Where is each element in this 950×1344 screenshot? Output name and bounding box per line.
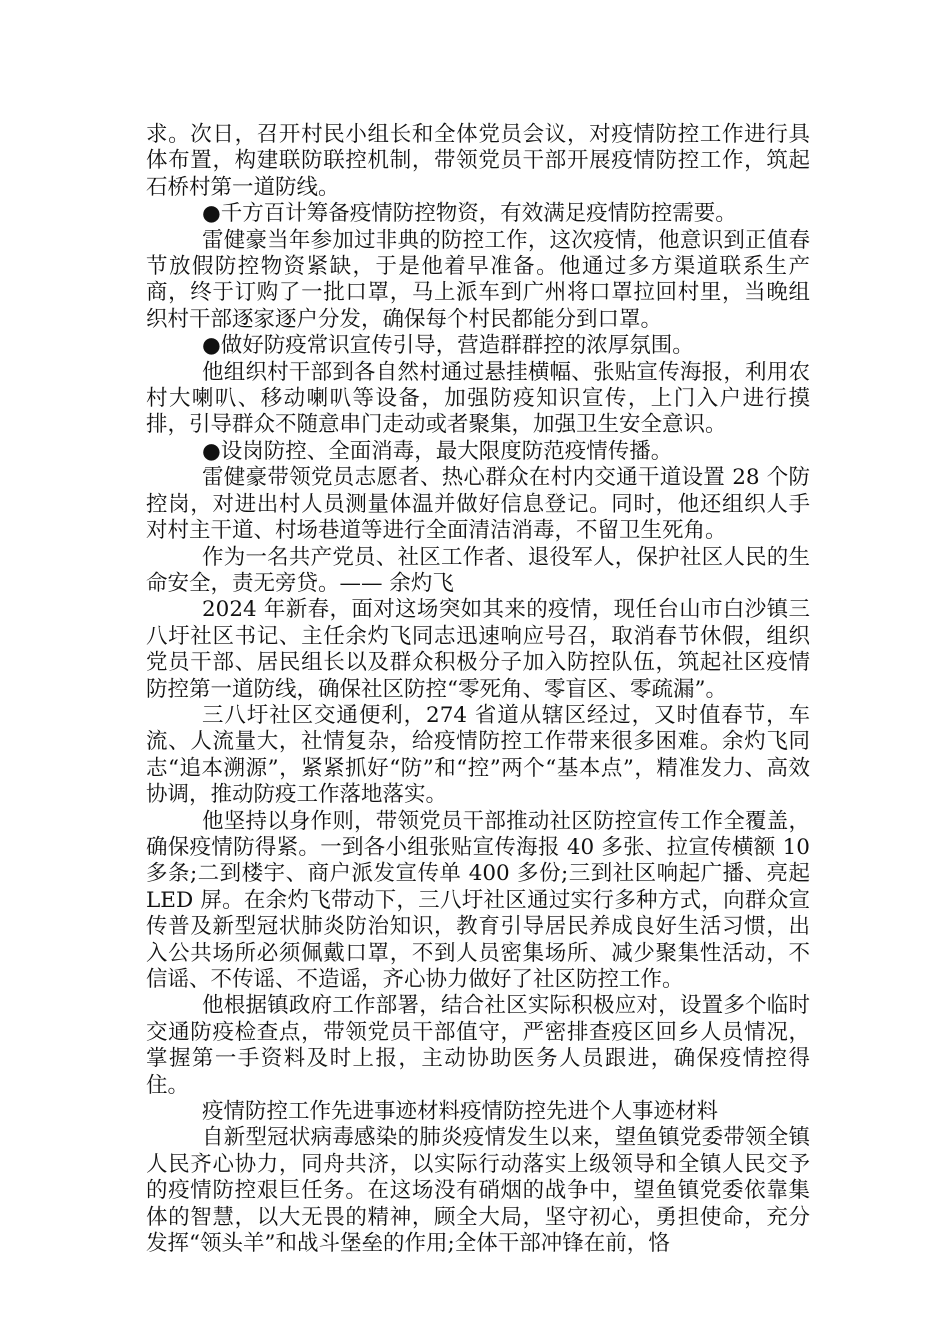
paragraph-body: 他组织村干部到各自然村通过悬挂横幅、张贴宣传海报，利用农村大喇叭、移动喇叭等设备，加强防疫知识宣传，上门入户进行摸排，引导群众不随意串门走动或者聚集，加强卫生安全意识。: [146, 359, 810, 438]
paragraph-continuation: 求。次日，召开村民小组长和全体党员会议，对疫情防控工作进行具体布置，构建联防联控机制，带领党员干部开展疫情防控工作，筑起石桥村第一道防线。: [146, 122, 810, 200]
paragraph-body: 三八圩社区交通便利，274 省道从辖区经过，又时值春节，车流、人流量大，社情复杂，给疫情防控工作带来很多困难。余灼飞同志“追本溯源”，紧紧抓好“防”和“控”两个“基本点”，精准发力、高效协调，推动防疫工作落地落实。: [146, 702, 810, 808]
paragraph-body: 2024 年新春，面对这场突如其来的疫情，现任台山市白沙镇三八圩社区书记、主任余灼飞同志迅速响应号召，取消春节休假，组织党员干部、居民组长以及群众积极分子加入防控队伍，筑起社区疫情防控第一道防线，确保社区防控“零死角、零盲区、零疏漏”。: [146, 597, 810, 702]
paragraph-quote: 作为一名共产党员、社区工作者、退役军人，保护社区人民的生命安全，责无旁贷。—— 余灼飞: [146, 544, 810, 596]
paragraph-body: 雷健豪当年参加过非典的防控工作，这次疫情，他意识到正值春节放假防控物资紧缺，于是他着早准备。他通过多方渠道联系生产商，终于订购了一批口罩，马上派车到广州将口罩拉回村里，当晚组织村干部逐家逐户分发，确保每个村民都能分到口罩。: [146, 227, 810, 332]
bullet-point-disinfection: ●设岗防控、全面消毒，最大限度防范疫情传播。: [202, 438, 673, 464]
bullet-point-publicity: ●做好防疫常识宣传引导，营造群群控的浓厚氛围。: [202, 333, 694, 359]
bullet-point-supplies: ●千方百计筹备疫情防控物资，有效满足疫情防控需要。: [202, 201, 737, 227]
paragraph-body: 他根据镇政府工作部署，结合社区实际积极应对，设置多个临时交通防疫检查点，带领党员干部值守，严密排查疫区回乡人员情况，掌握第一手资料及时上报，主动协助医务人员跟进，确保疫情控得住。: [146, 993, 810, 1098]
paragraph-body: 他坚持以身作则，带领党员干部推动社区防控宣传工作全覆盖，确保疫情防得紧。一到各小组张贴宣传海报 40 多张、拉宣传横额 10 多条;二到楼宇、商户派发宣传单 400 多份;三到社区响起广播、亮起 LED 屏。在余灼飞带动下，三八圩社区通过实行多种方式，向群众宣传普及新型冠状肺炎防治知识，教育引导居民养成良好生活习惯，出入公共场所必须佩戴口罩，不到人员密集场所、减少聚集性活动，不信谣、不传谣、不造谣，齐心协力做好了社区防控工作。: [146, 808, 810, 992]
document-page: [146, 122, 810, 1257]
paragraph-body: 自新型冠状病毒感染的肺炎疫情发生以来，望鱼镇党委带领全镇人民齐心协力，同舟共济，以实际行动落实上级领导和全镇人民交予的疫情防控艰巨任务。在这场没有硝烟的战争中，望鱼镇党委依靠集体的智慧，以大无畏的精神，顾全大局，坚守初心，勇担使命，充分发挥“领头羊”和战斗堡垒的作用;全体干部冲锋在前，恪: [146, 1125, 810, 1257]
section-heading: 疫情防控工作先进事迹材料疫情防控先进个人事迹材料: [202, 1099, 719, 1125]
paragraph-body: 雷健豪带领党员志愿者、热心群众在村内交通干道设置 28 个防控岗，对进出村人员测量体温并做好信息登记。同时，他还组织人手对村主干道、村场巷道等进行全面清洁消毒，不留卫生死角。: [146, 465, 810, 544]
